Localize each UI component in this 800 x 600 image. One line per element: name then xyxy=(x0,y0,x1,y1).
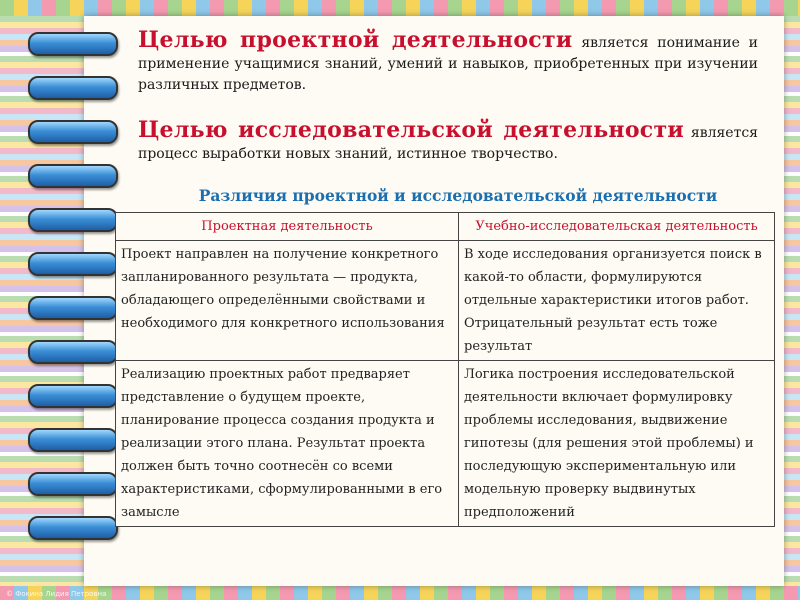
binder-rings xyxy=(28,20,118,590)
project-goal-text: является понимание и применение учащимися знаний, умений и навыков, приобретенных при изучении различных предметов. xyxy=(138,35,758,93)
bottom-stripes-decoration xyxy=(0,586,800,600)
table-cell: Логика построения исследовательской деятельности включает формулировку проблемы исследования, выдвижение гипотезы (для решения этой проблемы) и последующую экспериментальную или модельную проверку выдвинутых предположений xyxy=(459,361,775,527)
table-cell: В ходе исследования организуется поиск в какой-то области, формулируются отдельные характеристики итогов работ. Отрицательный результат есть тоже результат xyxy=(459,241,775,361)
binder-ring-icon xyxy=(28,76,118,100)
binder-ring-icon xyxy=(28,32,118,56)
table-header-row xyxy=(116,213,775,241)
table-row xyxy=(116,241,775,361)
research-goal-text: является процесс выработки новых знаний, истинное творчество. xyxy=(138,125,758,162)
comparison-table xyxy=(115,212,775,527)
project-goal-paragraph xyxy=(138,27,758,96)
binder-ring-icon xyxy=(28,208,118,232)
binder-ring-icon xyxy=(28,384,118,408)
binder-ring-icon xyxy=(28,340,118,364)
table-cell: Реализацию проектных работ предваряет представление о будущем проекте, планирование процесса создания продукта и реализации этого плана. Результат проекта должен быть точно соотнесён со всеми характеристиками, сформулированными в его замысле xyxy=(116,361,459,527)
binder-ring-icon xyxy=(28,164,118,188)
header-research: Учебно-исследовательская деятельность xyxy=(459,213,775,241)
top-stripes-decoration xyxy=(0,0,800,16)
binder-ring-icon xyxy=(28,428,118,452)
binder-ring-icon xyxy=(28,516,118,540)
project-goal-heading: Целью проектной деятельности xyxy=(138,27,573,53)
research-goal-heading: Целью исследовательской деятельности xyxy=(138,117,685,143)
binder-ring-icon xyxy=(28,120,118,144)
research-goal-paragraph xyxy=(138,117,758,165)
binder-ring-icon xyxy=(28,296,118,320)
table-row xyxy=(116,361,775,527)
comparison-title: Различия проектной и исследовательской деятельности xyxy=(198,186,718,205)
binder-ring-icon xyxy=(28,472,118,496)
table-cell: Проект направлен на получение конкретного запланированного результата — продукта, обладающего определёнными свойствами и необходимого для конкретного использования xyxy=(116,241,459,361)
header-project: Проектная деятельность xyxy=(116,213,459,241)
binder-ring-icon xyxy=(28,252,118,276)
author-watermark: © Фокина Лидия Петровна xyxy=(6,590,107,598)
